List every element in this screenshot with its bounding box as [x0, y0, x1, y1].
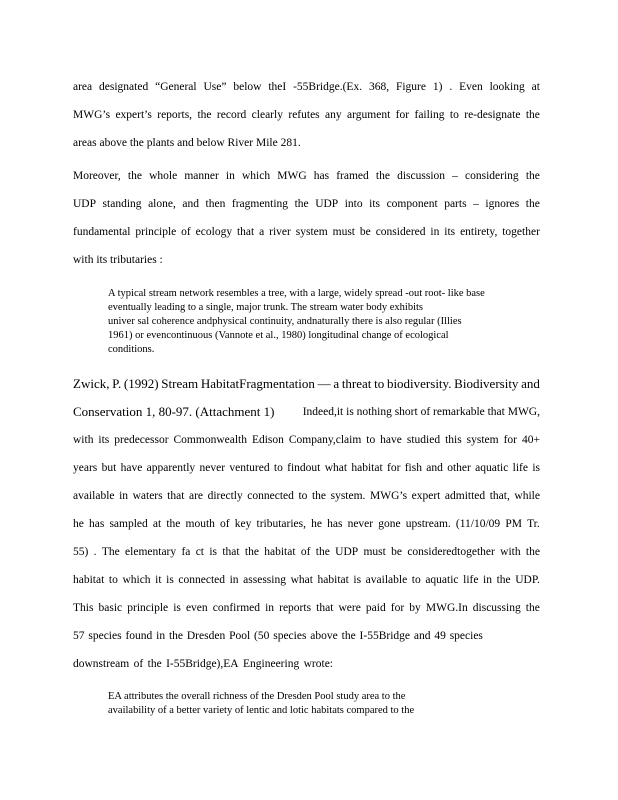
citation-continuation: Indeed,it is nothing short of remarkable that MWG,: [302, 406, 540, 418]
word: the: [525, 602, 540, 614]
word: habitat: [317, 574, 349, 586]
blockquote1-line-5: conditions.: [108, 344, 155, 355]
word: MWG’s: [73, 109, 111, 121]
word: –: [473, 198, 479, 210]
word: Even: [459, 81, 483, 93]
paragraph3-line-2: [73, 461, 540, 475]
word: to: [374, 376, 385, 391]
word: never: [347, 518, 374, 530]
word: ct: [195, 546, 205, 558]
word: are: [188, 490, 204, 502]
word: looking: [489, 81, 525, 93]
word: UDP.: [515, 574, 540, 586]
word: what: [324, 462, 348, 474]
word: its: [98, 434, 110, 446]
word: habitat: [73, 574, 105, 586]
word: that: [316, 602, 334, 614]
word: studied: [406, 434, 441, 446]
word: MWG.In: [425, 602, 468, 614]
word: the: [341, 630, 356, 642]
word: designated: [99, 81, 149, 93]
word: (50: [254, 630, 270, 642]
word: below: [233, 81, 262, 93]
word: has: [327, 518, 343, 530]
word: tributaries,: [256, 518, 306, 530]
word: that: [222, 546, 240, 558]
word: P.: [112, 376, 122, 391]
word: the: [127, 170, 142, 182]
word: manner: [184, 170, 219, 182]
word: that: [167, 490, 185, 502]
paragraph2-line-1: [73, 169, 540, 183]
word: Zwick,: [73, 376, 110, 391]
word: the: [168, 630, 184, 642]
word: MWG’s: [370, 490, 408, 502]
word: habitat: [264, 546, 296, 558]
word: is: [353, 574, 362, 586]
word: considered: [375, 226, 426, 238]
word: the: [311, 490, 327, 502]
word: considering: [465, 170, 519, 182]
word: life: [463, 574, 479, 586]
word: must: [363, 546, 386, 558]
word: but: [101, 462, 117, 474]
word: expert’s: [115, 109, 152, 121]
word: its: [444, 226, 456, 238]
word: basic: [98, 602, 123, 614]
word: ventured: [229, 462, 270, 474]
word: for: [395, 109, 410, 121]
word: to: [298, 490, 308, 502]
word: system: [466, 434, 499, 446]
word: UDP: [315, 198, 339, 210]
word: have: [120, 462, 143, 474]
word: fragmenting: [231, 198, 289, 210]
word: in: [265, 602, 275, 614]
word: Dresden: [186, 630, 226, 642]
word: that: [236, 226, 255, 238]
word: parts: [444, 198, 467, 210]
word: in: [430, 226, 440, 238]
word: UDP: [335, 546, 359, 558]
word: aquatic: [475, 462, 509, 474]
word: Edison: [251, 434, 284, 446]
blockquote2-line-1: EA attributes the overall richness of the Dresden Pool study area to the: [108, 691, 406, 702]
word: fundamental: [73, 226, 131, 238]
word: “General: [155, 81, 197, 93]
word: the: [525, 109, 540, 121]
word: aquatic: [425, 574, 459, 586]
word: framed: [336, 170, 369, 182]
paragraph2-line-2: [73, 197, 540, 211]
word: in: [119, 490, 129, 502]
word: be: [391, 546, 403, 558]
word: in: [483, 574, 492, 586]
word: the: [525, 170, 540, 182]
word: of: [220, 518, 230, 530]
word: never: [199, 462, 226, 474]
word: re-designate: [464, 109, 521, 121]
word: connected: [247, 490, 294, 502]
word: to: [449, 109, 459, 121]
word: clearly: [251, 109, 283, 121]
word: the: [166, 518, 181, 530]
paragraph1-line-3: areas above the plants and below River Mile 281.: [73, 137, 301, 149]
word: life: [512, 462, 528, 474]
word: available: [365, 574, 408, 586]
word: mouth: [185, 518, 215, 530]
word: which: [242, 170, 271, 182]
word: the: [147, 658, 162, 670]
paragraph3-line-8: [73, 629, 483, 643]
word: be: [359, 226, 371, 238]
word: theI: [268, 81, 287, 93]
paragraph2-line-3: [73, 225, 540, 239]
word: any: [325, 109, 342, 121]
word: he: [311, 518, 322, 530]
word: Stream: [161, 376, 199, 391]
word: species: [88, 630, 122, 642]
word: in: [156, 630, 166, 642]
word: even: [185, 602, 208, 614]
word: Biodiversity: [454, 376, 519, 391]
word: fish: [404, 462, 422, 474]
word: for: [390, 602, 405, 614]
word: for: [386, 462, 401, 474]
word: which: [122, 574, 151, 586]
word: record: [216, 109, 247, 121]
word: biodiversity.: [386, 376, 452, 391]
word: available: [73, 490, 115, 502]
word: the: [525, 198, 540, 210]
word: must: [332, 226, 356, 238]
paragraph3-line-5: [73, 545, 540, 559]
word: I-55Bridge),EA: [166, 658, 239, 670]
word: key: [234, 518, 252, 530]
word: –: [452, 170, 458, 182]
word: findout: [287, 462, 321, 474]
word: the: [197, 109, 212, 121]
word: other: [447, 462, 471, 474]
word: discussion: [397, 170, 446, 182]
paragraph3-line-1: [73, 433, 540, 447]
word: whole: [149, 170, 178, 182]
word: connected: [178, 574, 226, 586]
word: directly: [207, 490, 243, 502]
word: This: [73, 602, 94, 614]
word: Engineering: [243, 658, 300, 670]
word: consideredtogether: [407, 546, 495, 558]
word: into: [344, 198, 363, 210]
word: component: [386, 198, 438, 210]
word: system: [295, 226, 328, 238]
word: and: [426, 462, 443, 474]
word: the: [496, 574, 511, 586]
word: sampled: [109, 518, 148, 530]
word: has: [88, 518, 105, 530]
word: of: [133, 658, 144, 670]
word: 1): [432, 81, 443, 93]
word: fa: [181, 546, 191, 558]
word: with: [73, 434, 94, 446]
word: 49: [434, 630, 446, 642]
citation-reference: Conservation 1, 80-97. (Attachment 1): [73, 404, 275, 419]
citation-line-2: [73, 405, 540, 419]
word: failing: [414, 109, 445, 121]
word: entirety,: [460, 226, 498, 238]
paragraph3-line-9: [73, 657, 333, 671]
word: Commonwealth: [173, 434, 247, 446]
word: is: [209, 546, 217, 558]
word: 40+: [521, 434, 540, 446]
word: (1992): [123, 376, 159, 391]
word: that,: [489, 490, 510, 502]
word: the: [315, 546, 330, 558]
word: 55): [73, 546, 89, 558]
word: ignores: [485, 198, 520, 210]
word: of: [181, 226, 191, 238]
word: threat: [341, 376, 372, 391]
word: the: [244, 546, 259, 558]
word: ecology: [195, 226, 233, 238]
word: above: [310, 630, 338, 642]
word: 57: [73, 630, 85, 642]
word: elementary: [125, 546, 177, 558]
word: to: [366, 434, 376, 446]
word: its: [369, 198, 381, 210]
word: apparently: [146, 462, 196, 474]
paragraph2-line-4: with its tributaries :: [73, 254, 163, 266]
word: species: [273, 630, 307, 642]
word: what: [290, 574, 313, 586]
word: together: [502, 226, 540, 238]
paragraph1-line-1: [73, 80, 540, 94]
word: while: [514, 490, 540, 502]
word: then: [205, 198, 226, 210]
word: wrote:: [303, 658, 333, 670]
paragraph3-line-4: [73, 517, 540, 531]
word: area: [73, 81, 93, 93]
word: upstream.: [405, 518, 451, 530]
word: gone: [378, 518, 401, 530]
word: predecessor: [114, 434, 169, 446]
word: standing: [102, 198, 142, 210]
word: discussing: [472, 602, 521, 614]
blockquote1-line-4: 1961) or evencontinuous (Vannote et al., 1980) longitudinal change of ecological: [108, 330, 449, 341]
word: to: [273, 462, 283, 474]
word: argument: [347, 109, 391, 121]
word: this: [445, 434, 462, 446]
word: waters: [132, 490, 163, 502]
citation-line-1: [73, 377, 540, 391]
paragraph3-line-7: [73, 601, 540, 615]
word: species: [449, 630, 483, 642]
word: .: [93, 546, 97, 558]
word: alone,: [148, 198, 176, 210]
word: has: [313, 170, 330, 182]
word: found: [125, 630, 153, 642]
word: a: [259, 226, 265, 238]
word: with: [500, 546, 521, 558]
word: is: [173, 602, 181, 614]
word: and: [182, 198, 199, 210]
word: he: [73, 518, 84, 530]
word: the: [375, 170, 390, 182]
word: Pool: [229, 630, 251, 642]
word: MWG: [277, 170, 307, 182]
word: and: [413, 630, 431, 642]
word: downstream: [73, 658, 130, 670]
paragraph1-line-2: [73, 108, 540, 122]
word: it: [155, 574, 162, 586]
word: the: [525, 546, 540, 558]
word: to: [411, 574, 421, 586]
word: reports,: [157, 109, 193, 121]
word: 368,: [368, 81, 390, 93]
word: -55Bridge.(Ex.: [293, 81, 363, 93]
paragraph3-line-6: [73, 573, 540, 587]
word: were: [338, 602, 361, 614]
word: is: [166, 574, 174, 586]
word: reports: [279, 602, 312, 614]
word: to: [108, 574, 118, 586]
word: Use”: [203, 81, 227, 93]
word: I-55Bridge: [359, 630, 411, 642]
word: Moreover,: [73, 170, 121, 182]
word: and: [521, 376, 540, 391]
word: refutes: [288, 109, 320, 121]
word: The: [101, 546, 120, 558]
blockquote1-line-3: univer sal coherence andphysical continuity, andnaturally there is also regular (Illies: [108, 316, 462, 327]
word: at: [152, 518, 162, 530]
word: system.: [330, 490, 366, 502]
word: PM: [505, 518, 522, 530]
word: —: [317, 376, 331, 391]
word: principle: [135, 226, 177, 238]
word: is: [532, 462, 540, 474]
word: have: [380, 434, 402, 446]
word: Company,claim: [288, 434, 362, 446]
word: at: [531, 81, 540, 93]
word: (11/10/09: [455, 518, 501, 530]
word: in: [229, 574, 239, 586]
word: admitted: [444, 490, 486, 502]
word: principle: [127, 602, 169, 614]
blockquote1-line-2: eventually leading to a single, major trunk. The stream water body exhibits: [108, 302, 424, 313]
word: years: [73, 462, 98, 474]
paragraph3-line-3: [73, 489, 540, 503]
word: in: [225, 170, 235, 182]
word: by: [409, 602, 421, 614]
blockquote1-line-1: A typical stream network resembles a tree, with a large, widely spread -out root- like base: [108, 288, 485, 299]
word: of: [300, 546, 311, 558]
word: paid: [365, 602, 386, 614]
word: the: [294, 198, 309, 210]
word: confirmed: [212, 602, 261, 614]
word: a: [333, 376, 340, 391]
word: Figure: [395, 81, 426, 93]
blockquote2-line-2: availability of a better variety of lentic and lotic habitats compared to the: [108, 705, 415, 716]
word: assessing: [243, 574, 286, 586]
word: Tr.: [527, 518, 540, 530]
word: .: [449, 81, 453, 93]
word: for: [503, 434, 517, 446]
word: HabitatFragmentation: [200, 376, 315, 391]
word: expert: [411, 490, 441, 502]
word: habitat: [351, 462, 383, 474]
word: UDP: [73, 198, 97, 210]
word: river: [269, 226, 291, 238]
